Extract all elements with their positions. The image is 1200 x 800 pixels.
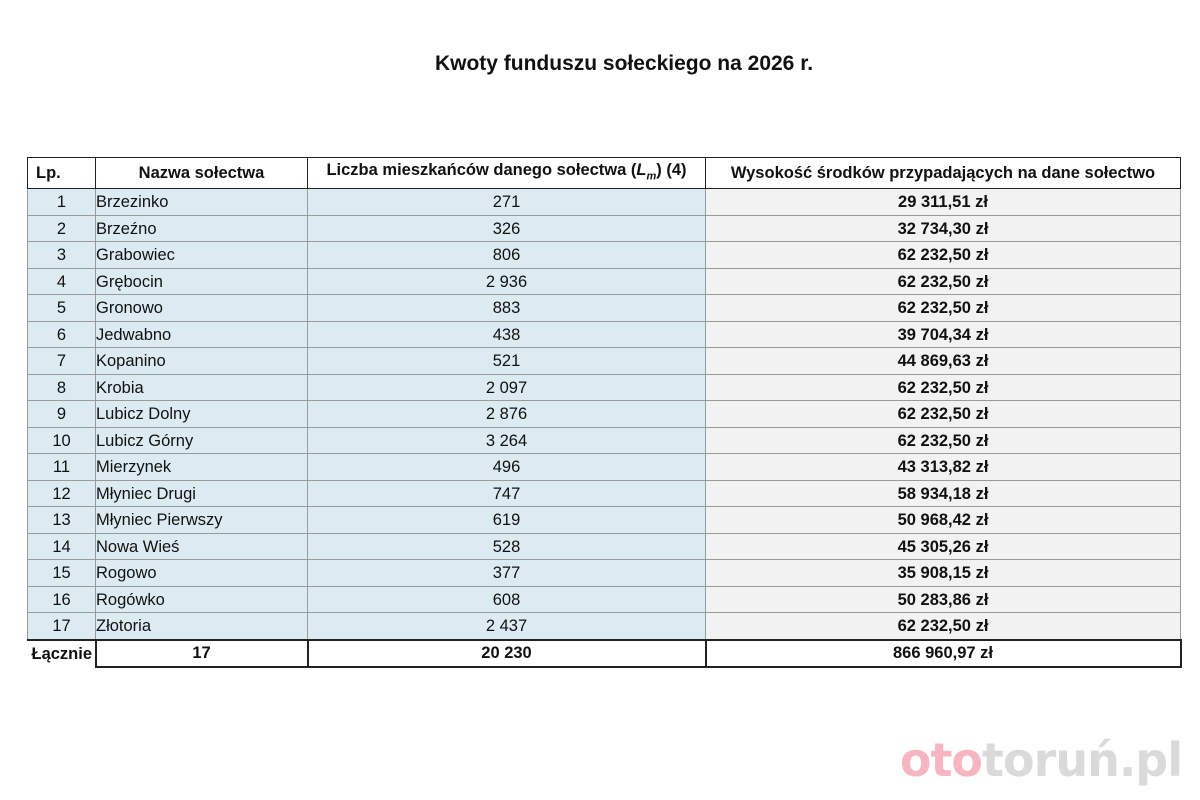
total-amount: 866 960,97 zł <box>706 640 1181 667</box>
row-amount: 39 704,34 zł <box>706 321 1181 348</box>
row-lp: 7 <box>28 348 96 375</box>
row-name: Grabowiec <box>96 242 308 269</box>
row-name: Nowa Wieś <box>96 533 308 560</box>
table-row <box>28 401 1181 428</box>
row-lp: 13 <box>28 507 96 534</box>
row-name: Młyniec Pierwszy <box>96 507 308 534</box>
row-population: 521 <box>308 348 706 375</box>
row-amount: 35 908,15 zł <box>706 560 1181 587</box>
table-row <box>28 613 1181 640</box>
row-amount: 50 968,42 zł <box>706 507 1181 534</box>
logo-part-oto: oto <box>899 733 983 787</box>
table-row <box>28 268 1181 295</box>
table-row <box>28 189 1181 216</box>
row-amount: 45 305,26 zł <box>706 533 1181 560</box>
header-population <box>308 158 706 189</box>
header-population-symbol: L <box>636 161 647 179</box>
row-amount: 44 869,63 zł <box>706 348 1181 375</box>
row-lp: 11 <box>28 454 96 481</box>
row-lp: 9 <box>28 401 96 428</box>
row-population: 438 <box>308 321 706 348</box>
logo-part-torun: toruń.pl <box>982 733 1182 787</box>
row-population: 747 <box>308 480 706 507</box>
table-row <box>28 242 1181 269</box>
row-lp: 16 <box>28 586 96 613</box>
row-lp: 6 <box>28 321 96 348</box>
table-row <box>28 348 1181 375</box>
table-row <box>28 560 1181 587</box>
total-population: 20 230 <box>308 640 706 667</box>
header-amount: Wysokość środków przypadających na dane sołectwo <box>706 158 1181 189</box>
row-lp: 14 <box>28 533 96 560</box>
total-label: Łącznie <box>28 640 96 667</box>
total-row <box>28 640 1181 667</box>
table-row <box>28 215 1181 242</box>
row-population: 806 <box>308 242 706 269</box>
ototorun-logo <box>899 733 1182 787</box>
header-name: Nazwa sołectwa <box>96 158 308 189</box>
row-population: 2 097 <box>308 374 706 401</box>
row-name: Złotoria <box>96 613 308 640</box>
row-population: 619 <box>308 507 706 534</box>
row-amount: 62 232,50 zł <box>706 242 1181 269</box>
row-population: 3 264 <box>308 427 706 454</box>
row-population: 528 <box>308 533 706 560</box>
total-count: 17 <box>96 640 308 667</box>
row-lp: 2 <box>28 215 96 242</box>
row-population: 883 <box>308 295 706 322</box>
table-row <box>28 586 1181 613</box>
row-population: 496 <box>308 454 706 481</box>
row-lp: 15 <box>28 560 96 587</box>
row-lp: 5 <box>28 295 96 322</box>
row-amount: 62 232,50 zł <box>706 401 1181 428</box>
row-lp: 8 <box>28 374 96 401</box>
row-name: Rogówko <box>96 586 308 613</box>
row-population: 608 <box>308 586 706 613</box>
row-amount: 29 311,51 zł <box>706 189 1181 216</box>
row-name: Rogowo <box>96 560 308 587</box>
row-amount: 62 232,50 zł <box>706 374 1181 401</box>
row-amount: 62 232,50 zł <box>706 295 1181 322</box>
row-amount: 58 934,18 zł <box>706 480 1181 507</box>
table-row <box>28 295 1181 322</box>
table-row <box>28 374 1181 401</box>
row-amount: 43 313,82 zł <box>706 454 1181 481</box>
fund-table <box>27 157 1182 668</box>
row-lp: 17 <box>28 613 96 640</box>
table-row <box>28 321 1181 348</box>
row-name: Krobia <box>96 374 308 401</box>
row-name: Lubicz Dolny <box>96 401 308 428</box>
row-name: Brzeźno <box>96 215 308 242</box>
row-name: Jedwabno <box>96 321 308 348</box>
row-population: 377 <box>308 560 706 587</box>
row-amount: 62 232,50 zł <box>706 613 1181 640</box>
row-name: Grębocin <box>96 268 308 295</box>
row-amount: 50 283,86 zł <box>706 586 1181 613</box>
row-name: Kopanino <box>96 348 308 375</box>
row-name: Gronowo <box>96 295 308 322</box>
row-population: 2 936 <box>308 268 706 295</box>
table-row <box>28 480 1181 507</box>
row-amount: 32 734,30 zł <box>706 215 1181 242</box>
table-row <box>28 427 1181 454</box>
document-title: Kwoty funduszu sołeckiego na 2026 r. <box>434 52 814 75</box>
row-population: 271 <box>308 189 706 216</box>
header-population-prefix: Liczba mieszkańców danego sołectwa ( <box>326 161 637 179</box>
table-body <box>28 189 1181 640</box>
row-name: Mierzynek <box>96 454 308 481</box>
row-population: 326 <box>308 215 706 242</box>
table-header-row <box>28 158 1181 189</box>
row-name: Brzezinko <box>96 189 308 216</box>
row-population: 2 437 <box>308 613 706 640</box>
header-population-suffix: ) (4) <box>656 161 687 179</box>
row-lp: 1 <box>28 189 96 216</box>
table-row <box>28 507 1181 534</box>
row-name: Młyniec Drugi <box>96 480 308 507</box>
row-lp: 10 <box>28 427 96 454</box>
row-lp: 12 <box>28 480 96 507</box>
header-population-subscript: m <box>646 170 657 183</box>
row-population: 2 876 <box>308 401 706 428</box>
row-lp: 3 <box>28 242 96 269</box>
table-row <box>28 454 1181 481</box>
row-amount: 62 232,50 zł <box>706 427 1181 454</box>
row-name: Lubicz Górny <box>96 427 308 454</box>
row-lp: 4 <box>28 268 96 295</box>
header-lp: Lp. <box>28 158 96 189</box>
table-row <box>28 533 1181 560</box>
row-amount: 62 232,50 zł <box>706 268 1181 295</box>
